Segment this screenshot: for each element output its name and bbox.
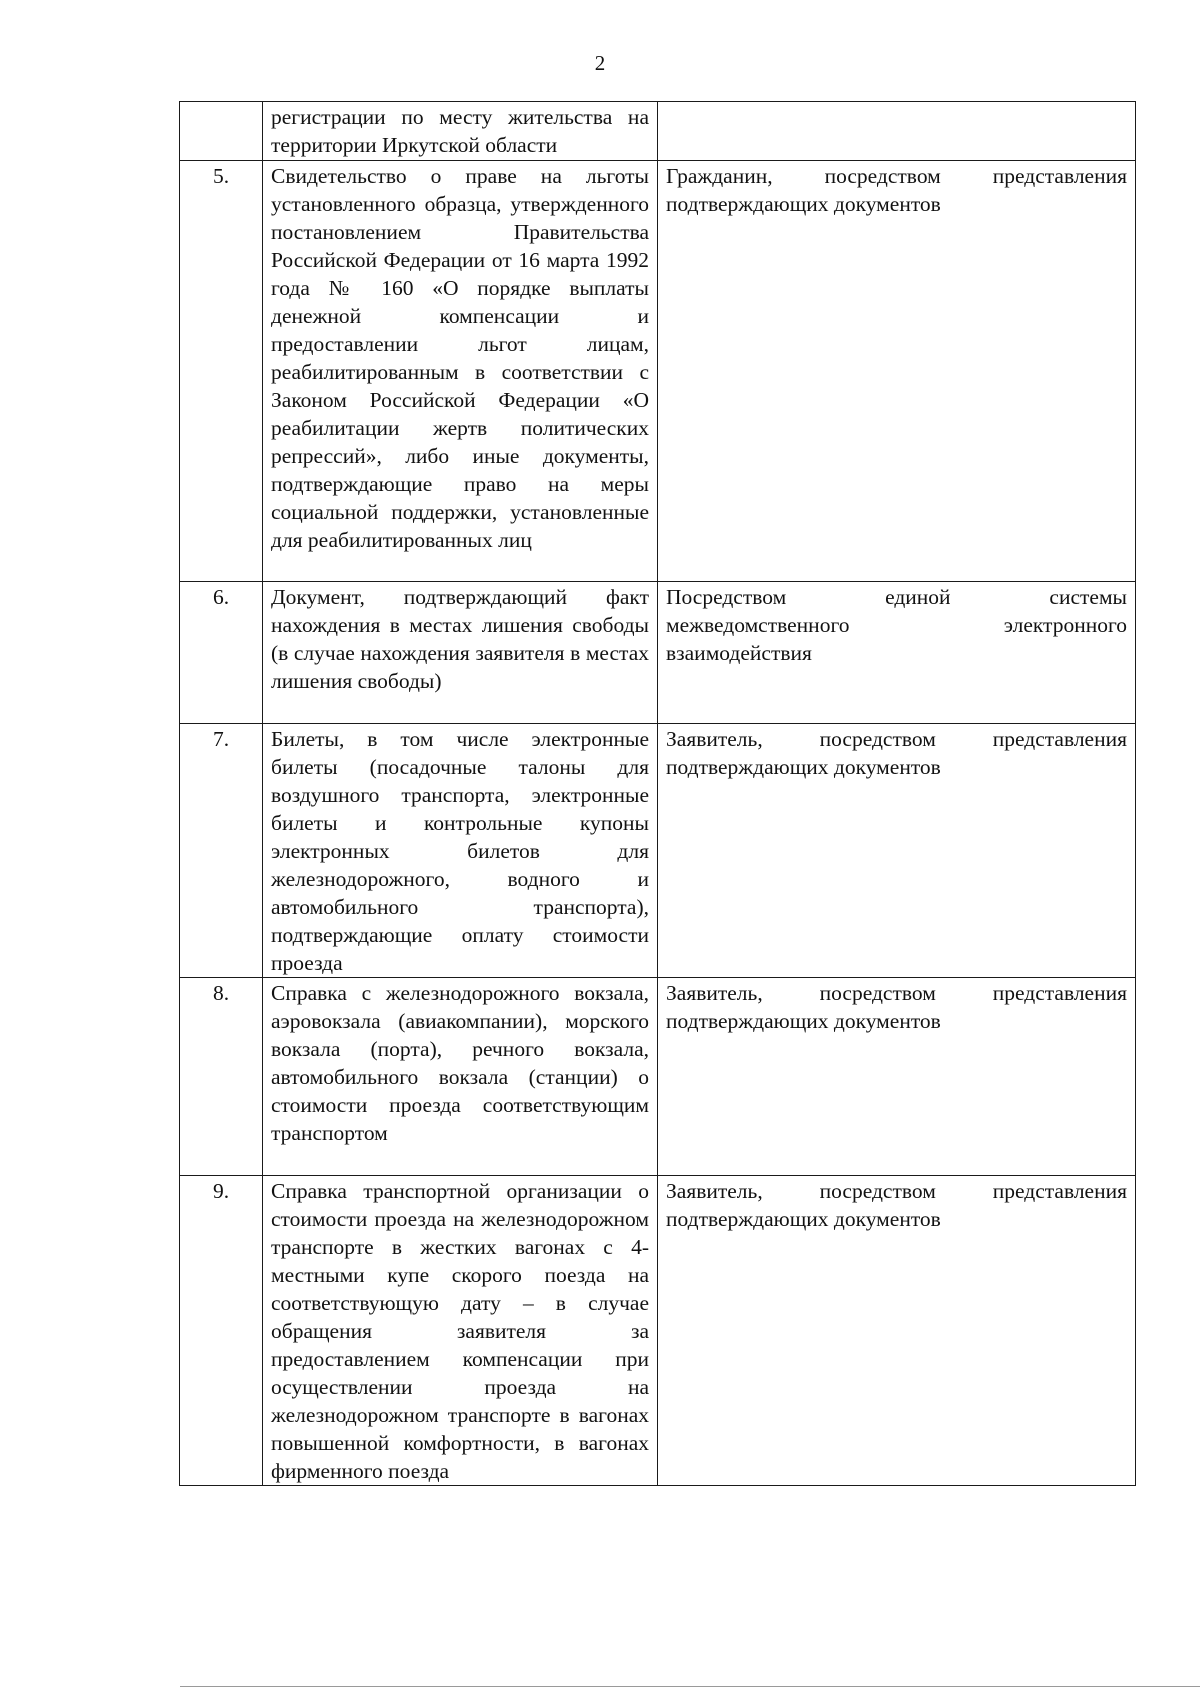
document-description: Билеты, в том числе электронные билеты (посадочные талоны для воздушного транспорта, электронные билеты и контрольные купоны электронных билетов для железнодорожного, водного и автомобильного транспорта), подтверждающие оплату стоимости проезда [263, 724, 658, 978]
bottom-scan-edge [180, 1686, 1200, 1687]
document-description: регистрации по месту жительства на территории Иркутской области [263, 102, 658, 161]
row-number: 9. [180, 1176, 263, 1486]
document-description: Справка с железнодорожного вокзала, аэровокзала (авиакомпании), морского вокзала (порта), речного вокзала, автомобильного вокзала (станции) о стоимости проезда соответствующим транспортом [263, 978, 658, 1176]
document-description: Свидетельство о праве на льготы установленного образца, утвержденного постановлением Правительства Российской Федерации от 16 марта 1992 года № 160 «О порядке выплаты денежной компенсации и предоставлении льгот лицам, реабилитированным в соответствии с Законом Российской Федерации «О реабилитации жертв политических репрессий», либо иные документы, подтверждающие право на меры социальной поддержки, установленные для реабилитированных лиц [263, 161, 658, 582]
page-number: 2 [594, 51, 606, 75]
table-row [180, 978, 1136, 1176]
table-row [180, 161, 1136, 582]
submission-method: Посредством единой системы межведомственного электронного взаимодействия [658, 582, 1136, 724]
row-number [180, 102, 263, 161]
table-row [180, 102, 1136, 161]
submission-method: Заявитель, посредством представления подтверждающих документов [658, 724, 1136, 978]
table-row [180, 582, 1136, 724]
table-row [180, 1176, 1136, 1486]
submission-method: Заявитель, посредством представления подтверждающих документов [658, 978, 1136, 1176]
row-number: 6. [180, 582, 263, 724]
submission-method: Заявитель, посредством представления подтверждающих документов [658, 1176, 1136, 1486]
submission-method [658, 102, 1136, 161]
row-number: 8. [180, 978, 263, 1176]
documents-table [179, 101, 1136, 1486]
document-description: Документ, подтверждающий факт нахождения в местах лишения свободы (в случае нахождения заявителя в местах лишения свободы) [263, 582, 658, 724]
row-number: 5. [180, 161, 263, 582]
submission-method: Гражданин, посредством представления подтверждающих документов [658, 161, 1136, 582]
row-number: 7. [180, 724, 263, 978]
table-row [180, 724, 1136, 978]
document-description: Справка транспортной организации о стоимости проезда на железнодорожном транспорте в жестких вагонах с 4-местными купе скорого поезда на соответствующую дату – в случае обращения заявителя за предоставлением компенсации при осуществлении проезда на железнодорожном транспорте в вагонах повышенной комфортности, в вагонах фирменного поезда [263, 1176, 658, 1486]
